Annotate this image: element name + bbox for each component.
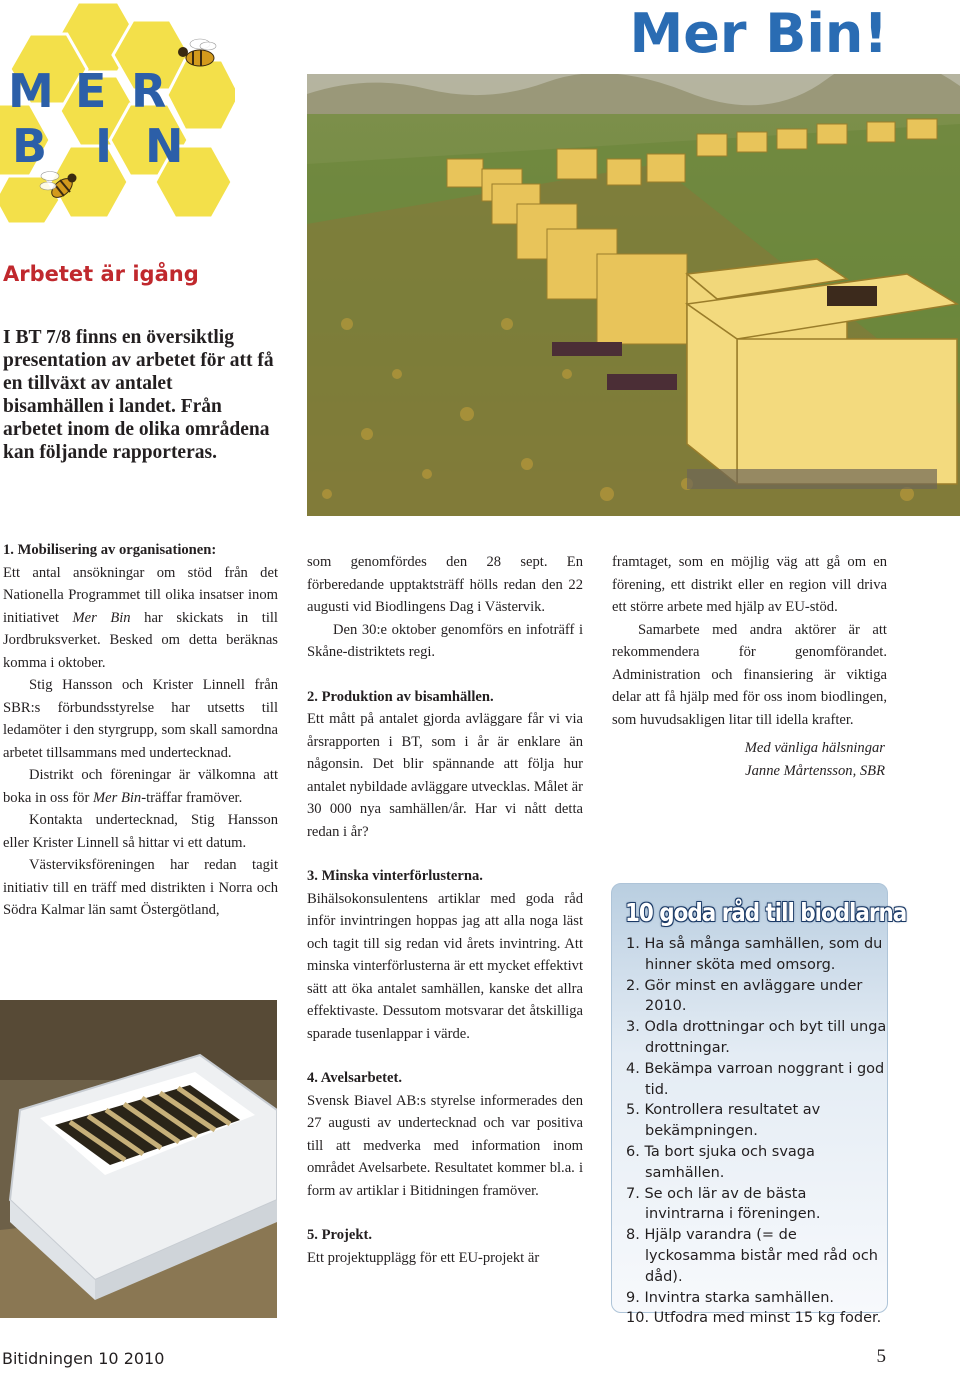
signature bbox=[612, 737, 887, 782]
tips-title: 10 goda råd till biodlarna bbox=[625, 898, 907, 927]
logo-letter-b: B bbox=[12, 119, 48, 173]
paragraph: Samarbete med andra aktörer är att rekommendera för genomförandet. Administration och finansiering är viktiga delar att få hjälp med för oss inom biodlingen, som huvudsakligen litar till idella krafter. bbox=[612, 621, 887, 728]
paragraph: Västerviksföreningen har redan tagit initiativ till en träff med distrikten i Norra och Södra Kalmar län samt Östergötland, bbox=[3, 857, 278, 918]
subheading-vinterforluster: 3. Minska vinterförlusterna. bbox=[307, 868, 483, 884]
column-3 bbox=[612, 551, 887, 782]
signature-name: Janne Mårtensson, SBR bbox=[745, 762, 885, 779]
tips-list bbox=[626, 934, 888, 1329]
section-heading: Arbetet är igång bbox=[3, 262, 199, 286]
subheading-avelsarbetet: 4. Avelsarbetet. bbox=[307, 1070, 402, 1086]
footer-publication: Bitidningen 10 2010 bbox=[2, 1349, 165, 1368]
page-title: Mer Bin! bbox=[629, 2, 888, 65]
paragraph: Distrikt och föreningar är välkomna att boka in oss för Mer Bin-träffar framöver. bbox=[3, 767, 278, 806]
paragraph: som genomfördes den 28 sept. En förberedande upptaktsträff hölls redan den 22 augusti vid Biodlingens Dag i Västervik. bbox=[307, 554, 583, 615]
column-1 bbox=[3, 539, 278, 922]
tips-box bbox=[611, 883, 907, 1327]
subheading-projekt: 5. Projekt. bbox=[307, 1227, 372, 1243]
paragraph: Den 30:e oktober genomförs en infoträff i Skåne-distriktets regi. bbox=[307, 621, 583, 660]
logo-letter-r: R bbox=[131, 64, 167, 118]
column-2 bbox=[307, 551, 583, 1269]
logo-letter-n: N bbox=[145, 119, 184, 173]
mer-bin-logo bbox=[0, 0, 235, 225]
intro-paragraph: I BT 7/8 finns en översiktlig presentation av arbetet för att få en tillväxt av antalet bisamhällen i landet. Från arbetet inom de olika områdena kan följande rapporteras. bbox=[3, 327, 274, 463]
paragraph: Ett projektupplägg för ett EU-projekt är bbox=[307, 1249, 540, 1266]
paragraph: Ett antal ansökningar om stöd från det Nationella Programmet till olika insatser inom initiativet Mer Bin har skickats in till Jordbruksverket. Besked om detta beräknas komma i oktober. bbox=[3, 564, 278, 671]
logo-letter-e: E bbox=[75, 64, 107, 118]
tip-item: 9. Invintra starka samhällen. bbox=[626, 1289, 834, 1306]
page-number: 5 bbox=[876, 1346, 886, 1367]
paragraph: Bihälsokonsulentens artiklar med goda råd inför invintringen hoppas jag att alla noga läst och tagit till sig redan vid årets invintring. Att minska vinterförlusterna är ett mycket effektivt sätt att öka antalet samhällen, kanske det allra effektivaste. Dessutom motsvarar det åtskilliga sparade tusenlappar i värde. bbox=[307, 890, 583, 1042]
subheading-mobilisering: 1. Mobilisering av organisationen: bbox=[3, 542, 217, 558]
tip-item: 10. Utfodra med minst 15 kg foder. bbox=[626, 1310, 882, 1327]
subheading-produktion: 2. Produktion av bisamhällen. bbox=[307, 688, 494, 705]
tip-item: 5. Kontrollera resultatet av bekämpningen. bbox=[626, 1102, 821, 1140]
tip-item: 4. Bekämpa varroan noggrant i god tid. bbox=[626, 1060, 885, 1098]
signature-greeting: Med vänliga hälsningar bbox=[744, 740, 885, 756]
tip-item: 1. Ha så många samhällen, som du hinner sköta med omsorg. bbox=[626, 936, 883, 973]
paragraph: framtaget, som en möjlig väg att gå om en förening, ett distrikt eller en region vill driva ett större arbete med hjälp av EU-stöd. bbox=[612, 554, 887, 615]
open-hive-photo bbox=[0, 1000, 277, 1318]
paragraph: Kontakta undertecknad, Stig Hansson eller Krister Linnell så hittar vi ett datum. bbox=[3, 812, 278, 851]
logo-letter-m: M bbox=[8, 64, 54, 118]
tip-item: 2. Gör minst en avläggare under 2010. bbox=[626, 977, 863, 1015]
tip-item: 7. Se och lär av de bästa invintrarna i föreningen. bbox=[626, 1185, 821, 1223]
tip-item: 3. Odla drottningar och byt till unga drottningar. bbox=[626, 1019, 887, 1056]
tip-item: 8. Hjälp varandra (= de lyckosamma bistår med råd och dåd). bbox=[626, 1227, 878, 1285]
tip-item: 6. Ta bort sjuka och svaga samhällen. bbox=[626, 1143, 815, 1181]
paragraph: Svensk Biavel AB:s styrelse informerades den 27 augusti av undertecknad och var positiva till att medverka med information inom området Avelsarbete. Resultatet kommer bl.a. i form av artiklar i Bitidningen framöver. bbox=[307, 1092, 583, 1199]
paragraph: Ett mått på antalet gjorda avläggare får vi via årsrapporten i BT, som i år är enklare än någonsin. Det blir spännande att följa hur antalet nybildade avläggare utvecklas. Målet är 30 000 nya samhällen/år. Har vi nått detta redan i år? bbox=[307, 711, 583, 840]
logo-letter-i: I bbox=[95, 119, 113, 173]
beehives-photo bbox=[307, 74, 960, 516]
paragraph: Stig Hansson och Krister Linnell från SBR:s förbundsstyrelse har utsetts till ledamöter i den styrgrupp, som skall samordna arbetet tillsammans med undertecknad. bbox=[3, 677, 278, 761]
